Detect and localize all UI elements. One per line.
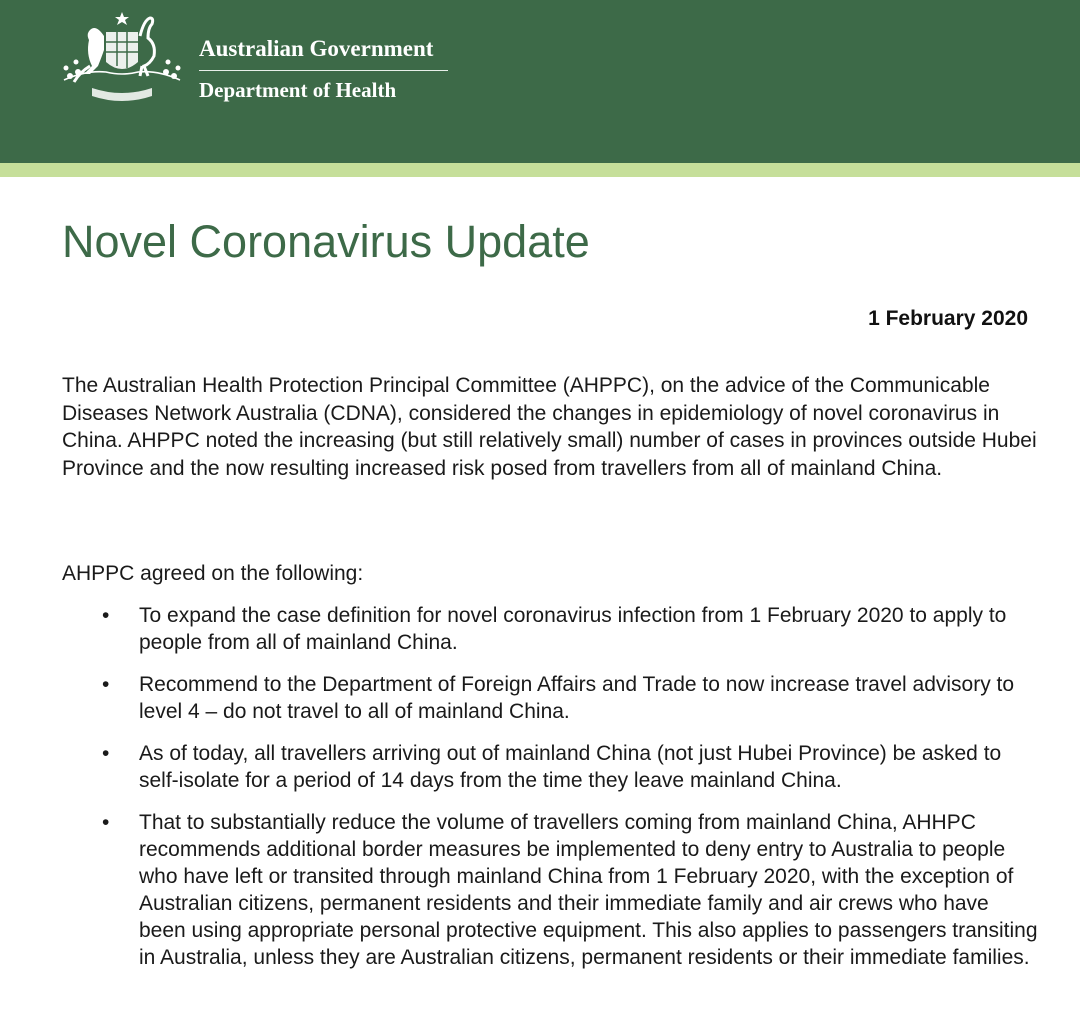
coat-of-arms-icon [56,10,188,110]
list-item-text: Recommend to the Department of Foreign Affairs and Trade to now increase travel advisory to level 4 – do not travel to all of mainland China. [139,673,1015,723]
list-item [0,740,1080,794]
department-name: Department of Health [199,78,397,102]
bullet-icon: • [102,811,110,834]
header-banner [0,0,1080,163]
list-item-text: That to substantially reduce the volume of travellers coming from mainland China, AHHPC recommends additional border measures be implemented to deny entry to Australia to people who have left or transited through mainland China from 1 February 2020, with the exception of Australian citizens, permanent residents and their immediate family and air crews who have been using appropriate personal protective equipment. This also applies to passengers transiting in Australia, unless they are Australian citizens, permanent residents or their immediate families. [139,811,1038,969]
list-item [0,809,1080,971]
intro-paragraph: The Australian Health Protection Principal Committee (AHPPC), on the advice of the Communicable Diseases Network Australia (CDNA), considered the changes in epidemiology of novel coronavirus in China. AHPPC noted the increasing (but still relatively small) number of cases in provinces outside Hubei Province and the now resulting increased risk posed from travellers from all of mainland China. [62,374,1037,480]
agreement-list [0,602,1080,986]
list-item-text: As of today, all travellers arriving out of mainland China (not just Hubei Province) be asked to self-isolate for a period of 14 days from the time they leave mainland China. [139,742,1002,792]
document-date: 1 February 2020 [868,307,1028,330]
government-name: Australian Government [199,36,434,61]
agreed-heading: AHPPC agreed on the following: [62,562,364,585]
list-item [0,671,1080,725]
header-divider [199,70,448,71]
header-accent-stripe [0,163,1080,177]
list-item-text: To expand the case definition for novel coronavirus infection from 1 February 2020 to apply to people from all of mainland China. [139,604,1007,654]
bullet-icon: • [102,673,110,696]
list-item [0,602,1080,656]
bullet-icon: • [102,604,110,627]
page-title: Novel Coronavirus Update [62,216,590,267]
bullet-icon: • [102,742,110,765]
